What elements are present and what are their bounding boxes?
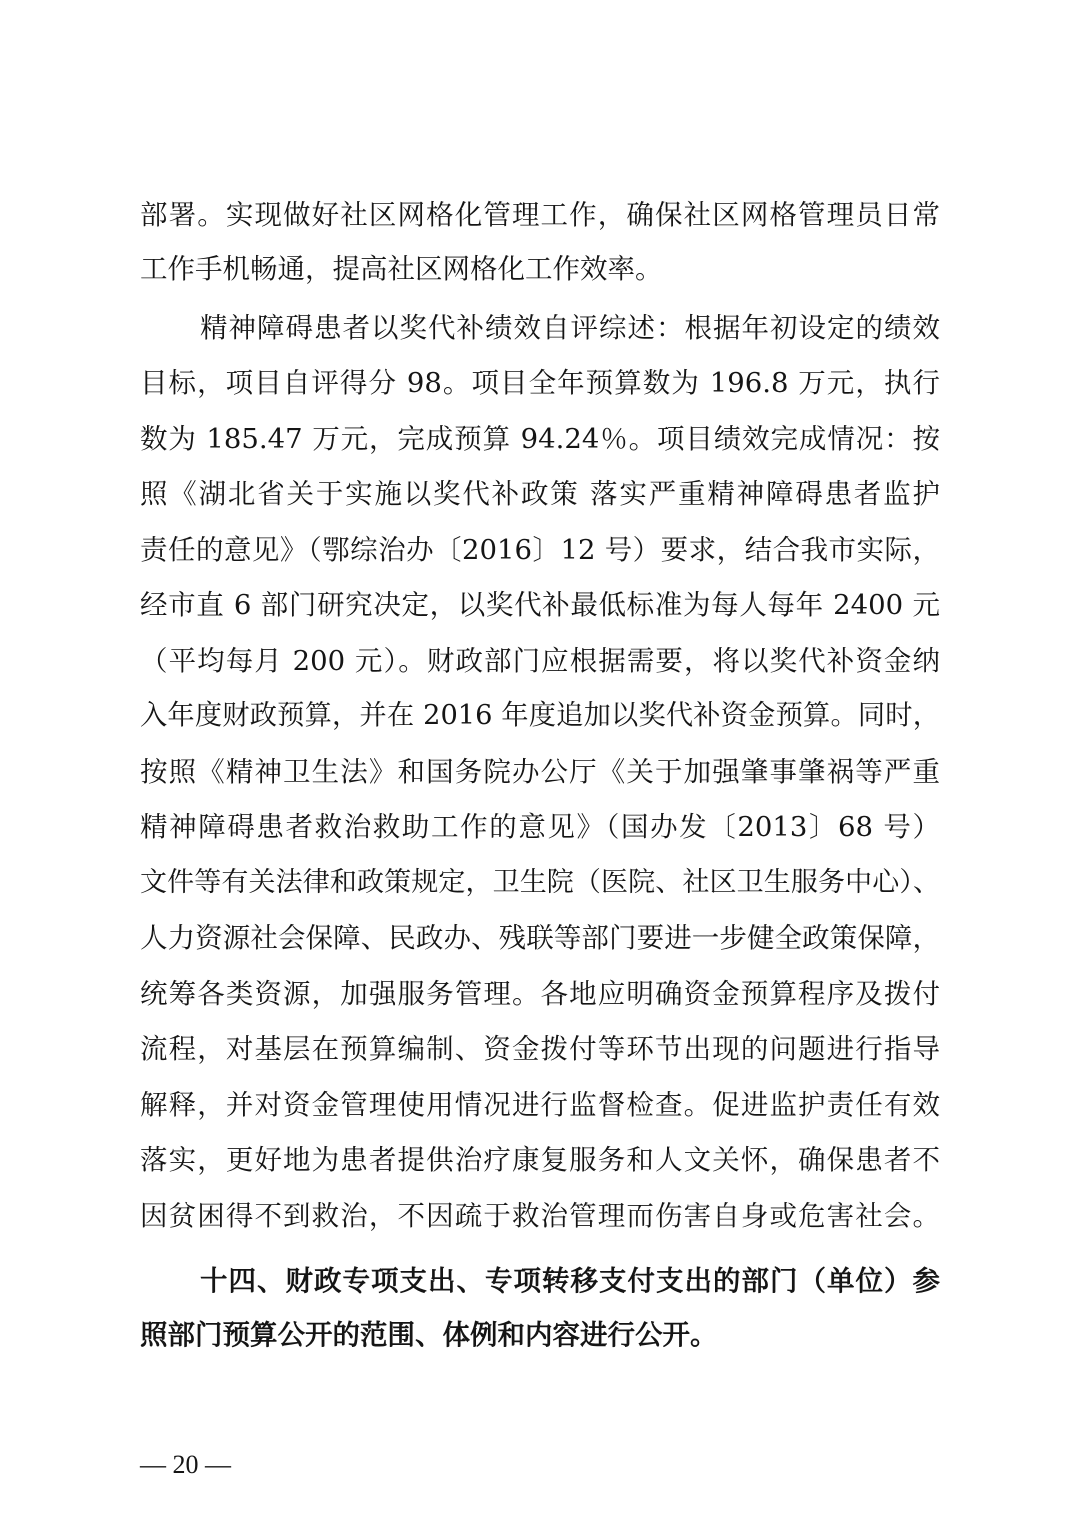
paragraph-2-line-7: （平均每月 200 元）。财政部门应根据需要，将以奖代补资金纳	[140, 645, 940, 677]
paragraph-2-line-12: 人力资源社会保障、民政办、残联等部门要进一步健全政策保障，	[140, 922, 940, 954]
paragraph-2-line-3: 数为 185.47 万元，完成预算 94.24％。项目绩效完成情况：按	[140, 423, 940, 455]
paragraph-1-line-1: 部署。实现做好社区网格化管理工作，确保社区网格管理员日常	[140, 199, 940, 231]
section-14-heading-line-2: 照部门预算公开的范围、体例和内容进行公开。	[140, 1319, 718, 1351]
paragraph-2-line-5: 责任的意见》（鄂综治办〔2016〕12 号）要求，结合我市实际，	[140, 534, 940, 566]
paragraph-2-line-8: 入年度财政预算，并在 2016 年度追加以奖代补资金预算。同时，	[140, 700, 940, 731]
paragraph-1-line-2: 工作手机畅通，提高社区网格化工作效率。	[140, 253, 663, 285]
paragraph-2-line-4: 照《湖北省关于实施以奖代补政策 落实严重精神障碍患者监护	[140, 478, 940, 510]
paragraph-2-line-16: 落实，更好地为患者提供治疗康复服务和人文关怀，确保患者不	[140, 1144, 940, 1176]
paragraph-2-line-14: 流程，对基层在预算编制、资金拨付等环节出现的问题进行指导	[140, 1033, 940, 1065]
paragraph-2-line-1: 精神障碍患者以奖代补绩效自评综述：根据年初设定的绩效	[200, 312, 940, 344]
paragraph-2-line-10: 精神障碍患者救治救助工作的意见》（国办发〔2013〕68 号）	[140, 811, 940, 843]
paragraph-2-line-11: 文件等有关法律和政策规定，卫生院（医院、社区卫生服务中心）、	[140, 867, 940, 898]
section-14-heading-line-1: 十四、财政专项支出、专项转移支付支出的部门（单位）参	[200, 1265, 940, 1297]
paragraph-2-line-9: 按照《精神卫生法》和国务院办公厅《关于加强肇事肇祸等严重	[140, 756, 940, 788]
page-number: — 20 —	[140, 1450, 231, 1479]
paragraph-2-line-15: 解释，并对资金管理使用情况进行监督检查。促进监护责任有效	[140, 1089, 940, 1121]
paragraph-2-line-2: 目标，项目自评得分 98。项目全年预算数为 196.8 万元，执行	[140, 367, 940, 399]
paragraph-2-line-6: 经市直 6 部门研究决定，以奖代补最低标准为每人每年 2400 元	[140, 589, 940, 621]
paragraph-2-line-13: 统筹各类资源，加强服务管理。各地应明确资金预算程序及拨付	[140, 978, 940, 1010]
paragraph-2-line-17: 因贫困得不到救治，不因疏于救治管理而伤害自身或危害社会。	[140, 1200, 940, 1232]
